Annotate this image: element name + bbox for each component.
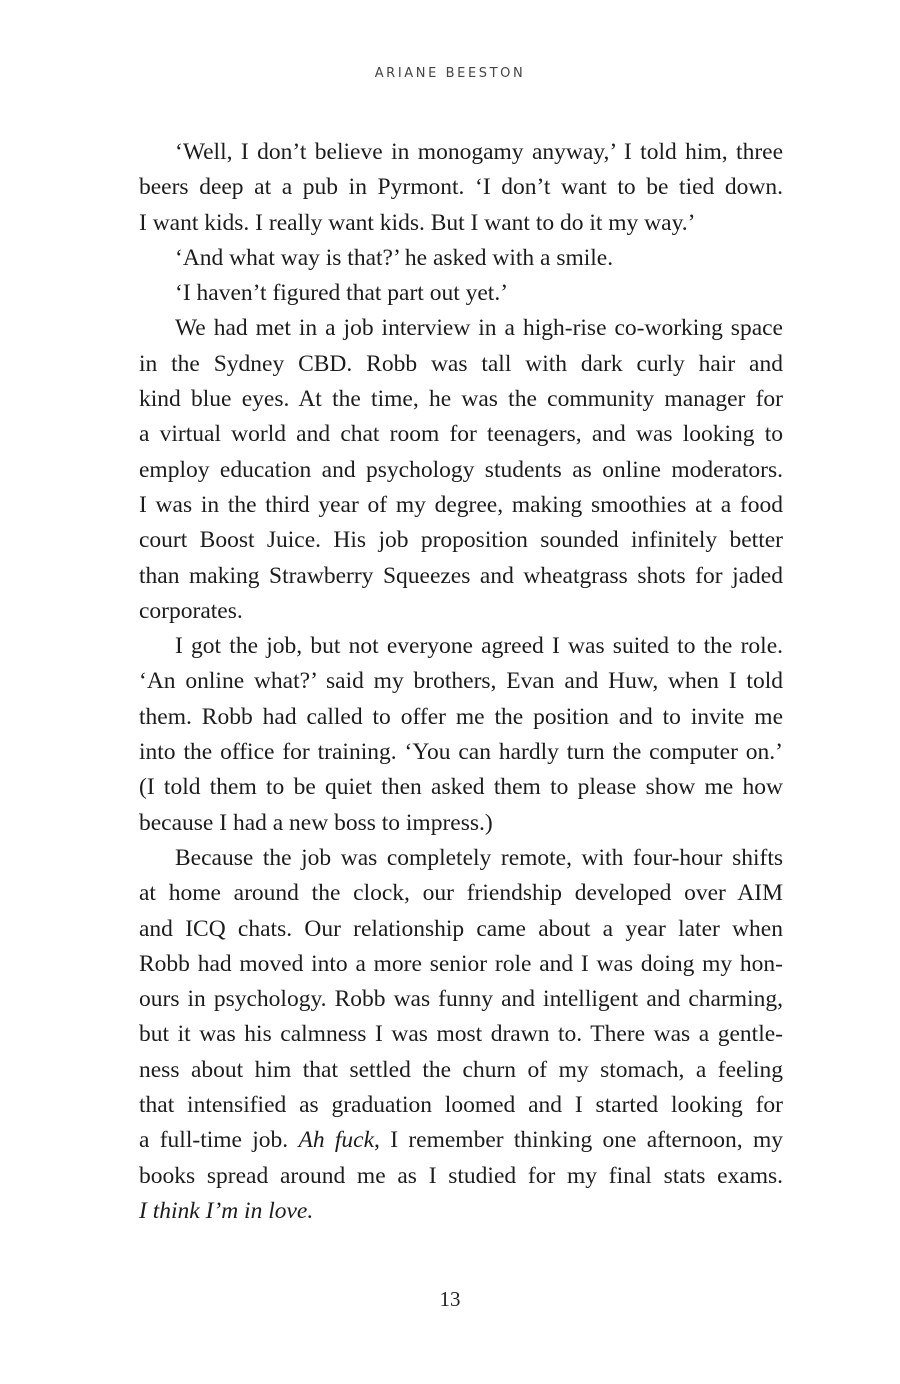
text-line: ours in psychology. Robb was funny and intelligent and charming,	[139, 986, 783, 1013]
text-line: but it was his calmness I was most drawn to. There was a gentle-	[139, 1021, 783, 1048]
text-line: them. Robb had called to offer me the position and to invite me	[139, 703, 783, 730]
text-line: ness about him that settled the churn of my stomach, a feeling	[139, 1056, 783, 1083]
text-line: at home around the clock, our friendship developed over AIM	[139, 880, 783, 907]
text-segment: a full-time job.	[139, 1127, 299, 1154]
text-line: ‘I haven’t figured that part out yet.’	[175, 280, 509, 307]
text-line: kind blue eyes. At the time, he was the community manager for	[139, 386, 783, 413]
text-line: that intensified as graduation loomed and I started looking for	[139, 1092, 783, 1119]
text-line: ‘Well, I don’t believe in monogamy anyway,’ I told him, three	[175, 139, 783, 165]
text-line: I got the job, but not everyone agreed I was suited to the role.	[175, 633, 783, 660]
italic-phrase: Ah fuck	[298, 1127, 375, 1154]
text-line: ‘And what way is that?’ he asked with a smile.	[175, 244, 614, 271]
text-line: beers deep at a pub in Pyrmont. ‘I don’t want to be tied down.	[139, 174, 783, 201]
text-line: Robb had moved into a more senior role and I was doing my hon-	[139, 950, 783, 977]
text-line: court Boost Juice. His job proposition sounded infinitely better	[139, 527, 783, 554]
text-line: Because the job was completely remote, with four-hour shifts	[175, 844, 783, 871]
italic-closing-line: I think I’m in love.	[139, 1197, 314, 1224]
page-number: 13	[439, 1287, 461, 1311]
text-line: into the office for training. ‘You can hardly turn the computer on.’	[139, 739, 783, 766]
text-line: books spread around me as I studied for my final stats exams.	[139, 1162, 783, 1189]
running-head: ARIANE BEESTON	[374, 66, 526, 81]
text-line: in the Sydney CBD. Robb was tall with dark curly hair and	[139, 350, 783, 377]
text-segment: , I remember thinking one afternoon, my	[374, 1127, 783, 1154]
text-line: and ICQ chats. Our relationship came about a year later when	[139, 915, 783, 942]
text-line-with-italic	[139, 1123, 783, 1158]
text-line: a virtual world and chat room for teenagers, and was looking to	[139, 421, 783, 448]
text-line: I want kids. I really want kids. But I want to do it my way.’	[139, 209, 696, 236]
text-line: I was in the third year of my degree, making smoothies at a food	[139, 491, 783, 518]
text-line: ‘An online what?’ said my brothers, Evan and Huw, when I told	[139, 668, 783, 695]
text-line: corporates.	[139, 597, 243, 624]
text-line: We had met in a job interview in a high-rise co-working space	[175, 315, 783, 342]
text-line: (I told them to be quiet then asked them to please show me how	[139, 774, 783, 801]
body-text	[139, 135, 783, 1229]
text-line: because I had a new boss to impress.)	[139, 809, 493, 836]
text-line: than making Strawberry Squeezes and wheatgrass shots for jaded	[139, 562, 783, 589]
text-line: employ education and psychology students as online moderators.	[139, 456, 783, 483]
